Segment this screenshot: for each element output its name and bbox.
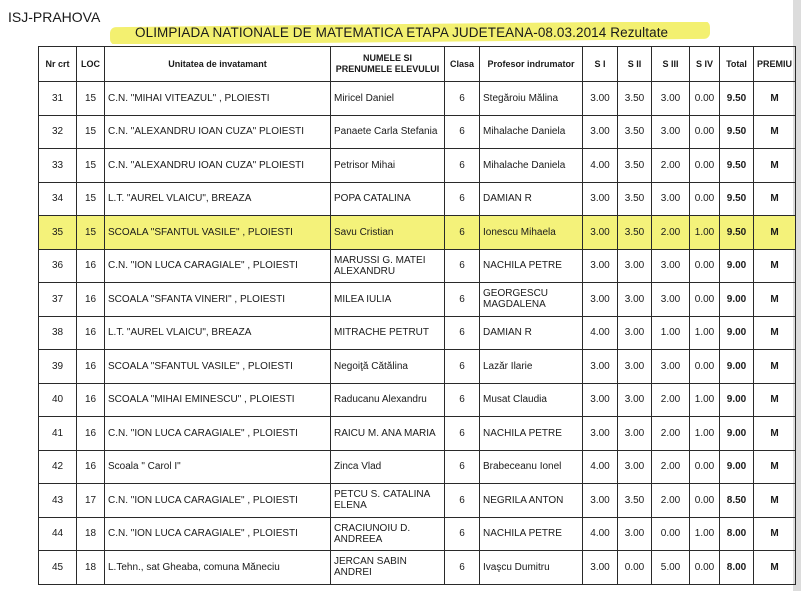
cell-s4: 0.00 xyxy=(690,484,720,518)
table-row xyxy=(39,350,796,384)
cell-student: RAICU M. ANA MARIA xyxy=(331,417,445,451)
cell-total: 9.00 xyxy=(720,316,754,350)
cell-total: 8.00 xyxy=(720,517,754,551)
cell-clasa: 6 xyxy=(445,551,480,585)
cell-total: 9.00 xyxy=(720,350,754,384)
cell-s4: 0.00 xyxy=(690,551,720,585)
cell-school: C.N. "ION LUCA CARAGIALE" , PLOIESTI xyxy=(105,249,331,283)
cell-s1: 3.00 xyxy=(583,551,618,585)
cell-nr: 32 xyxy=(39,115,77,149)
cell-s2: 3.00 xyxy=(618,283,652,317)
cell-prof: NACHILA PETRE xyxy=(480,249,583,283)
cell-prof: NACHILA PETRE xyxy=(480,417,583,451)
cell-s2: 3.00 xyxy=(618,350,652,384)
results-table xyxy=(38,46,796,585)
cell-nr: 44 xyxy=(39,517,77,551)
cell-s3: 3.00 xyxy=(652,249,690,283)
cell-s1: 3.00 xyxy=(583,216,618,250)
cell-s4: 0.00 xyxy=(690,115,720,149)
cell-loc: 16 xyxy=(77,350,105,384)
cell-nr: 36 xyxy=(39,249,77,283)
cell-clasa: 6 xyxy=(445,383,480,417)
cell-s4: 0.00 xyxy=(690,82,720,116)
cell-loc: 16 xyxy=(77,450,105,484)
cell-prof: Musat Claudia xyxy=(480,383,583,417)
cell-clasa: 6 xyxy=(445,82,480,116)
cell-s1: 4.00 xyxy=(583,450,618,484)
cell-nr: 34 xyxy=(39,182,77,216)
cell-clasa: 6 xyxy=(445,316,480,350)
cell-prof: NACHILA PETRE xyxy=(480,517,583,551)
col-header: S I xyxy=(583,47,618,82)
cell-total: 9.50 xyxy=(720,82,754,116)
col-header: LOC xyxy=(77,47,105,82)
cell-nr: 42 xyxy=(39,450,77,484)
page-title: OLIMPIADA NATIONALE DE MATEMATICA ETAPA JUDETEANA-08.03.2014 Rezultate xyxy=(135,25,669,40)
table-row xyxy=(39,417,796,451)
cell-total: 9.00 xyxy=(720,383,754,417)
cell-premiu: M xyxy=(754,450,796,484)
cell-premiu: M xyxy=(754,517,796,551)
col-header: Profesor indrumator xyxy=(480,47,583,82)
cell-premiu: M xyxy=(754,283,796,317)
cell-student: Negoiţă Cătălina xyxy=(331,350,445,384)
cell-loc: 15 xyxy=(77,182,105,216)
col-header: PREMIU xyxy=(754,47,796,82)
cell-s4: 1.00 xyxy=(690,383,720,417)
cell-s2: 3.50 xyxy=(618,82,652,116)
cell-student: Miricel Daniel xyxy=(331,82,445,116)
table-header-row xyxy=(39,47,796,82)
table-row xyxy=(39,82,796,116)
cell-s4: 1.00 xyxy=(690,316,720,350)
cell-s1: 3.00 xyxy=(583,182,618,216)
table-row xyxy=(39,216,796,250)
cell-s2: 3.50 xyxy=(618,115,652,149)
cell-s3: 3.00 xyxy=(652,115,690,149)
cell-loc: 17 xyxy=(77,484,105,518)
cell-s1: 3.00 xyxy=(583,383,618,417)
cell-prof: Lazăr Ilarie xyxy=(480,350,583,384)
cell-nr: 43 xyxy=(39,484,77,518)
col-header: S IV xyxy=(690,47,720,82)
cell-s3: 0.00 xyxy=(652,517,690,551)
cell-s2: 3.00 xyxy=(618,417,652,451)
cell-total: 9.50 xyxy=(720,149,754,183)
cell-prof: Brabeceanu Ionel xyxy=(480,450,583,484)
cell-premiu: M xyxy=(754,350,796,384)
cell-s2: 3.00 xyxy=(618,383,652,417)
col-header: S III xyxy=(652,47,690,82)
cell-premiu: M xyxy=(754,149,796,183)
cell-s1: 4.00 xyxy=(583,517,618,551)
col-header: Unitatea de invatamant xyxy=(105,47,331,82)
cell-s3: 3.00 xyxy=(652,350,690,384)
cell-s2: 3.50 xyxy=(618,182,652,216)
cell-student: CRACIUNOIU D. ANDREEA xyxy=(331,517,445,551)
cell-s3: 3.00 xyxy=(652,182,690,216)
cell-school: L.Tehn., sat Gheaba, comuna Măneciu xyxy=(105,551,331,585)
cell-loc: 16 xyxy=(77,383,105,417)
cell-premiu: M xyxy=(754,417,796,451)
cell-total: 9.50 xyxy=(720,115,754,149)
cell-loc: 15 xyxy=(77,115,105,149)
cell-school: SCOALA "SFANTUL VASILE" , PLOIESTI xyxy=(105,350,331,384)
org-name: ISJ-PRAHOVA xyxy=(8,9,101,25)
cell-s1: 3.00 xyxy=(583,82,618,116)
cell-s3: 2.00 xyxy=(652,383,690,417)
cell-nr: 35 xyxy=(39,216,77,250)
title-area xyxy=(110,22,800,44)
table-row xyxy=(39,249,796,283)
cell-s2: 0.00 xyxy=(618,551,652,585)
cell-clasa: 6 xyxy=(445,149,480,183)
cell-s4: 0.00 xyxy=(690,350,720,384)
col-header: Total xyxy=(720,47,754,82)
cell-school: C.N. "ION LUCA CARAGIALE" , PLOIESTI xyxy=(105,484,331,518)
cell-s4: 0.00 xyxy=(690,149,720,183)
cell-loc: 16 xyxy=(77,316,105,350)
cell-nr: 33 xyxy=(39,149,77,183)
cell-clasa: 6 xyxy=(445,249,480,283)
cell-premiu: M xyxy=(754,216,796,250)
cell-s1: 3.00 xyxy=(583,115,618,149)
cell-school: L.T. "AUREL VLAICU", BREAZA xyxy=(105,316,331,350)
cell-prof: Mihalache Daniela xyxy=(480,115,583,149)
cell-s4: 0.00 xyxy=(690,182,720,216)
cell-school: C.N. "ALEXANDRU IOAN CUZA" PLOIESTI xyxy=(105,115,331,149)
cell-s2: 3.50 xyxy=(618,484,652,518)
cell-total: 9.00 xyxy=(720,417,754,451)
cell-prof: NEGRILA ANTON xyxy=(480,484,583,518)
cell-total: 9.00 xyxy=(720,450,754,484)
cell-s2: 3.00 xyxy=(618,517,652,551)
cell-student: MITRACHE PETRUT xyxy=(331,316,445,350)
cell-s1: 3.00 xyxy=(583,249,618,283)
cell-premiu: M xyxy=(754,249,796,283)
cell-school: L.T. "AUREL VLAICU", BREAZA xyxy=(105,182,331,216)
cell-prof: GEORGESCU MAGDALENA xyxy=(480,283,583,317)
cell-clasa: 6 xyxy=(445,417,480,451)
cell-student: MILEA IULIA xyxy=(331,283,445,317)
cell-s3: 2.00 xyxy=(652,417,690,451)
col-header: Nr crt xyxy=(39,47,77,82)
cell-s1: 4.00 xyxy=(583,149,618,183)
cell-prof: DAMIAN R xyxy=(480,316,583,350)
cell-loc: 16 xyxy=(77,249,105,283)
cell-clasa: 6 xyxy=(445,216,480,250)
cell-school: SCOALA "SFANTUL VASILE" , PLOIESTI xyxy=(105,216,331,250)
cell-prof: Ionescu Mihaela xyxy=(480,216,583,250)
cell-school: Scoala " Carol I" xyxy=(105,450,331,484)
table-row xyxy=(39,450,796,484)
cell-s2: 3.50 xyxy=(618,149,652,183)
cell-nr: 37 xyxy=(39,283,77,317)
cell-school: SCOALA "SFANTA VINERI" , PLOIESTI xyxy=(105,283,331,317)
cell-loc: 16 xyxy=(77,417,105,451)
cell-s3: 3.00 xyxy=(652,82,690,116)
cell-s2: 3.00 xyxy=(618,249,652,283)
cell-student: MARUSSI G. MATEI ALEXANDRU xyxy=(331,249,445,283)
cell-s2: 3.50 xyxy=(618,216,652,250)
cell-prof: Stegăroiu Mălina xyxy=(480,82,583,116)
cell-s1: 4.00 xyxy=(583,316,618,350)
cell-nr: 40 xyxy=(39,383,77,417)
table-row xyxy=(39,149,796,183)
cell-student: Raducanu Alexandru xyxy=(331,383,445,417)
cell-s4: 0.00 xyxy=(690,450,720,484)
cell-nr: 31 xyxy=(39,82,77,116)
table-row xyxy=(39,517,796,551)
cell-nr: 38 xyxy=(39,316,77,350)
cell-total: 9.50 xyxy=(720,216,754,250)
cell-clasa: 6 xyxy=(445,283,480,317)
cell-student: Panaete Carla Stefania xyxy=(331,115,445,149)
cell-loc: 15 xyxy=(77,216,105,250)
cell-clasa: 6 xyxy=(445,517,480,551)
table-row xyxy=(39,182,796,216)
cell-s4: 1.00 xyxy=(690,216,720,250)
cell-student: Zinca Vlad xyxy=(331,450,445,484)
cell-premiu: M xyxy=(754,115,796,149)
cell-s3: 2.00 xyxy=(652,216,690,250)
cell-clasa: 6 xyxy=(445,450,480,484)
cell-prof: DAMIAN R xyxy=(480,182,583,216)
cell-premiu: M xyxy=(754,551,796,585)
cell-nr: 45 xyxy=(39,551,77,585)
table-row xyxy=(39,283,796,317)
cell-school: SCOALA "MIHAI EMINESCU" , PLOIESTI xyxy=(105,383,331,417)
cell-s4: 0.00 xyxy=(690,249,720,283)
table-row xyxy=(39,383,796,417)
cell-student: JERCAN SABIN ANDREI xyxy=(331,551,445,585)
cell-s2: 3.00 xyxy=(618,316,652,350)
cell-total: 9.50 xyxy=(720,182,754,216)
cell-school: C.N. "MIHAI VITEAZUL" , PLOIESTI xyxy=(105,82,331,116)
cell-s1: 3.00 xyxy=(583,484,618,518)
cell-s3: 1.00 xyxy=(652,316,690,350)
cell-s1: 3.00 xyxy=(583,417,618,451)
cell-clasa: 6 xyxy=(445,182,480,216)
cell-prof: Mihalache Daniela xyxy=(480,149,583,183)
cell-premiu: M xyxy=(754,82,796,116)
col-header: NUMELE SI PRENUMELE ELEVULUI xyxy=(331,47,445,82)
cell-clasa: 6 xyxy=(445,350,480,384)
cell-premiu: M xyxy=(754,383,796,417)
cell-s1: 3.00 xyxy=(583,283,618,317)
cell-school: C.N. "ION LUCA CARAGIALE" , PLOIESTI xyxy=(105,517,331,551)
cell-loc: 18 xyxy=(77,517,105,551)
cell-s4: 1.00 xyxy=(690,417,720,451)
cell-prof: Ivaşcu Dumitru xyxy=(480,551,583,585)
cell-s3: 3.00 xyxy=(652,283,690,317)
cell-student: Savu Cristian xyxy=(331,216,445,250)
cell-s1: 3.00 xyxy=(583,350,618,384)
cell-student: POPA CATALINA xyxy=(331,182,445,216)
cell-total: 9.00 xyxy=(720,249,754,283)
table-row xyxy=(39,115,796,149)
cell-s4: 1.00 xyxy=(690,517,720,551)
cell-loc: 16 xyxy=(77,283,105,317)
cell-school: C.N. "ION LUCA CARAGIALE" , PLOIESTI xyxy=(105,417,331,451)
cell-premiu: M xyxy=(754,182,796,216)
cell-total: 8.50 xyxy=(720,484,754,518)
cell-nr: 39 xyxy=(39,350,77,384)
cell-clasa: 6 xyxy=(445,115,480,149)
col-header: S II xyxy=(618,47,652,82)
cell-s3: 2.00 xyxy=(652,149,690,183)
cell-student: Petrisor Mihai xyxy=(331,149,445,183)
table-body xyxy=(39,82,796,585)
col-header: Clasa xyxy=(445,47,480,82)
cell-clasa: 6 xyxy=(445,484,480,518)
cell-nr: 41 xyxy=(39,417,77,451)
table-row xyxy=(39,316,796,350)
cell-s4: 0.00 xyxy=(690,283,720,317)
cell-loc: 15 xyxy=(77,149,105,183)
cell-premiu: M xyxy=(754,484,796,518)
cell-loc: 15 xyxy=(77,82,105,116)
cell-s3: 2.00 xyxy=(652,484,690,518)
cell-premiu: M xyxy=(754,316,796,350)
cell-s3: 2.00 xyxy=(652,450,690,484)
cell-total: 8.00 xyxy=(720,551,754,585)
table-row xyxy=(39,484,796,518)
table-row xyxy=(39,551,796,585)
cell-total: 9.00 xyxy=(720,283,754,317)
cell-student: PETCU S. CATALINA ELENA xyxy=(331,484,445,518)
cell-school: C.N. "ALEXANDRU IOAN CUZA" PLOIESTI xyxy=(105,149,331,183)
cell-s3: 5.00 xyxy=(652,551,690,585)
cell-s2: 3.00 xyxy=(618,450,652,484)
cell-loc: 18 xyxy=(77,551,105,585)
